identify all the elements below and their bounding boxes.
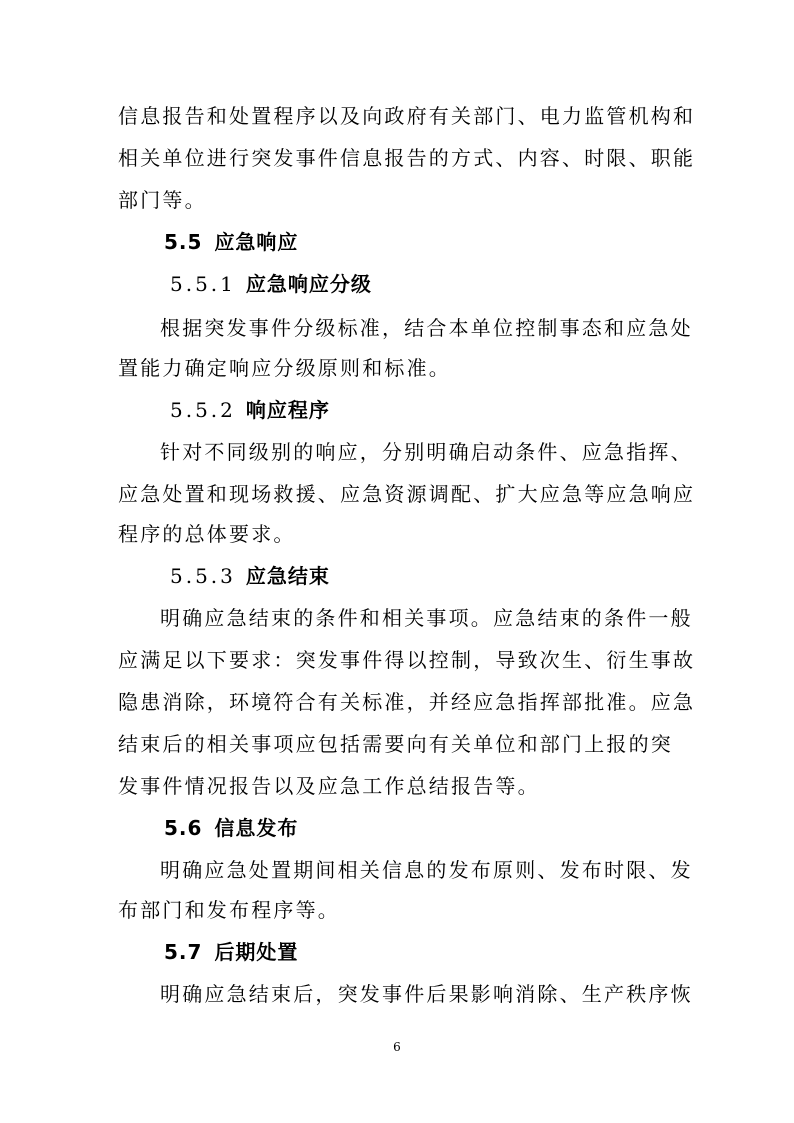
paragraph-line: 信息报告和处置程序以及向政府有关部门、电力监管机构和 (118, 104, 696, 128)
paragraph-line: 明确应急结束后，突发事件后果影响消除、生产秩序恢 (160, 982, 693, 1006)
paragraph-line: 隐患消除，环境符合有关标准，并经应急指挥部批准。应急 (118, 690, 696, 714)
paragraph-line: 结束后的相关事项应包括需要向有关单位和部门上报的突 (118, 732, 673, 756)
paragraph-line: 明确应急处置期间相关信息的发布原则、发布时限、发 (160, 858, 693, 882)
section-number: 5.7 (164, 940, 203, 964)
paragraph-line: 明确应急结束的条件和相关事项。应急结束的条件一般 (160, 606, 693, 630)
paragraph-line: 部门等。 (118, 188, 207, 212)
paragraph-line: 应满足以下要求：突发事件得以控制，导致次生、衍生事故 (118, 648, 696, 672)
subsection-heading-5-5-3 (170, 564, 330, 588)
paragraph-line: 针对不同级别的响应，分别明确启动条件、应急指挥、 (160, 440, 693, 464)
subsection-heading-5-5-2 (170, 398, 330, 422)
subsection-number: 5.5.3 (170, 564, 236, 588)
page-number: 6 (393, 1040, 401, 1054)
subsection-number: 5.5.1 (170, 272, 236, 296)
section-number: 5.5 (164, 230, 203, 254)
paragraph-line: 应急处置和现场救援、应急资源调配、扩大应急等应急响应 (118, 482, 696, 506)
subsection-number: 5.5.2 (170, 398, 236, 422)
paragraph-line: 布部门和发布程序等。 (118, 898, 340, 922)
section-number: 5.6 (164, 816, 203, 840)
section-title: 应急响应 (214, 230, 299, 254)
section-title: 信息发布 (214, 816, 299, 840)
paragraph-line: 程序的总体要求。 (118, 522, 296, 546)
section-heading-5-5 (164, 230, 298, 254)
section-title: 后期处置 (214, 940, 299, 964)
paragraph-line: 相关单位进行突发事件信息报告的方式、内容、时限、职能 (118, 146, 696, 170)
paragraph-line: 根据突发事件分级标准，结合本单位控制事态和应急处 (160, 316, 693, 340)
subsection-heading-5-5-1 (170, 272, 372, 296)
paragraph-line: 发事件情况报告以及应急工作总结报告等。 (118, 774, 540, 798)
section-heading-5-7 (164, 940, 298, 964)
subsection-title: 响应程序 (245, 398, 330, 422)
subsection-title: 应急响应分级 (245, 272, 372, 296)
section-heading-5-6 (164, 816, 298, 840)
paragraph-line: 置能力确定响应分级原则和标准。 (118, 356, 451, 380)
subsection-title: 应急结束 (245, 564, 330, 588)
